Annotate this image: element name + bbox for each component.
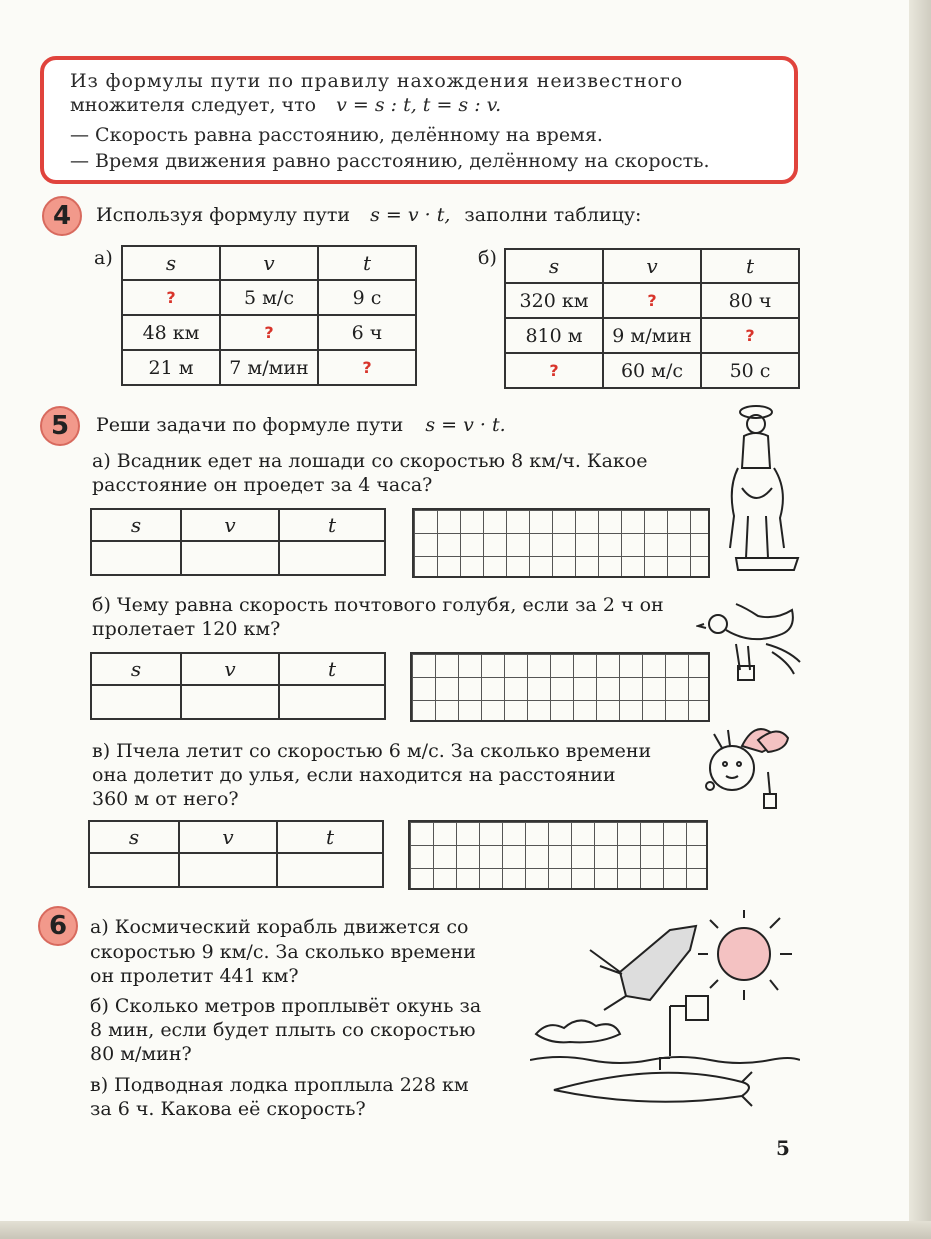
table-a-header: s xyxy=(122,246,220,280)
task4-prompt-end: заполни таблицу: xyxy=(464,204,642,226)
task5c-line-2: она долетит до улья, если находится на расстоянии xyxy=(92,764,616,786)
table-b xyxy=(504,248,800,389)
table-b-cell[interactable]: ? xyxy=(603,283,701,318)
table-a-cell: 9 с xyxy=(318,280,416,315)
answer-cell[interactable] xyxy=(91,541,181,575)
answer-cell[interactable] xyxy=(279,685,385,719)
table-b-label: б) xyxy=(478,247,497,269)
table-b-cell[interactable]: ? xyxy=(701,318,799,353)
answer-table-header: t xyxy=(277,821,383,853)
page-number: 5 xyxy=(776,1136,790,1160)
task5b-line-1: б) Чему равна скорость почтового голубя, если за 2 ч он xyxy=(92,594,664,616)
answer-cell[interactable] xyxy=(89,853,179,887)
task5a-line-2: расстояние он проедет за 4 часа? xyxy=(92,474,433,496)
task5-prompt-text: Реши задачи по формуле пути xyxy=(96,414,404,436)
task5b-line-2: пролетает 120 км? xyxy=(92,618,281,640)
table-a-cell[interactable]: ? xyxy=(318,350,416,385)
table-b-cell: 80 ч xyxy=(701,283,799,318)
answer-table-a xyxy=(90,508,386,576)
answer-table-b xyxy=(90,652,386,720)
task6b-line-3: 80 м/мин? xyxy=(90,1043,192,1065)
task6a-line-2: скоростью 9 км/с. За сколько времени xyxy=(90,941,476,963)
table-a-cell: 21 м xyxy=(122,350,220,385)
table-a-cell: 48 км xyxy=(122,315,220,350)
answer-table-header: s xyxy=(91,653,181,685)
task5-prompt xyxy=(96,414,506,436)
task-number-badge: 5 xyxy=(40,406,80,446)
table-a-cell[interactable]: ? xyxy=(220,315,318,350)
rule-line-2 xyxy=(70,94,501,116)
table-a-header: t xyxy=(318,246,416,280)
answer-table-header: v xyxy=(179,821,277,853)
table-a-header: v xyxy=(220,246,318,280)
answer-cell[interactable] xyxy=(277,853,383,887)
pigeon-illustration xyxy=(696,600,802,688)
task6c-line-1: в) Подводная лодка проплыла 228 км xyxy=(90,1074,469,1096)
answer-table-header: t xyxy=(279,509,385,541)
rule-line-1: Из формулы пути по правилу нахождения неизвестного xyxy=(70,70,684,92)
task6a-line-1: а) Космический корабль движется со xyxy=(90,916,469,938)
task6a-line-3: он пролетит 441 км? xyxy=(90,965,299,987)
table-b-cell: 320 км xyxy=(505,283,603,318)
task5c-line-1: в) Пчела летит со скоростью 6 м/с. За сколько времени xyxy=(92,740,652,762)
task-number-badge: 6 xyxy=(38,906,78,946)
table-b-cell[interactable]: ? xyxy=(505,353,603,388)
task5-formula: s = v · t. xyxy=(425,414,506,436)
answer-table-header: t xyxy=(279,653,385,685)
table-a-cell: 7 м/мин xyxy=(220,350,318,385)
answer-table-header: v xyxy=(181,653,279,685)
task4-prompt xyxy=(96,204,641,226)
answer-cell[interactable] xyxy=(181,541,279,575)
task6b-line-2: 8 мин, если будет плыть со скоростью xyxy=(90,1019,476,1041)
rule-bullet-1: — Скорость равна расстоянию, делённому на время. xyxy=(70,124,603,146)
task4-prompt-text: Используя формулу пути xyxy=(96,204,351,226)
task4-formula: s = v · t, xyxy=(370,204,451,226)
page-edge-bottom xyxy=(0,1221,931,1239)
bee-illustration xyxy=(702,712,794,822)
answer-cell[interactable] xyxy=(91,685,181,719)
answer-cell[interactable] xyxy=(179,853,277,887)
rule-bullet-2: — Время движения равно расстоянию, делённому на скорость. xyxy=(70,150,710,172)
table-b-cell: 9 м/мин xyxy=(603,318,701,353)
grid-workspace[interactable] xyxy=(408,820,708,890)
grid-workspace[interactable] xyxy=(412,508,710,578)
table-a xyxy=(121,245,417,386)
task5a-line-1: а) Всадник едет на лошади со скоростью 8 км/ч. Какое xyxy=(92,450,648,472)
answer-cell[interactable] xyxy=(279,541,385,575)
task6b-line-1: б) Сколько метров проплывёт окунь за xyxy=(90,995,482,1017)
table-a-cell[interactable]: ? xyxy=(122,280,220,315)
table-b-header: t xyxy=(701,249,799,283)
answer-table-header: s xyxy=(91,509,181,541)
table-b-header: s xyxy=(505,249,603,283)
answer-cell[interactable] xyxy=(181,685,279,719)
table-a-cell: 5 м/с xyxy=(220,280,318,315)
spaceship-submarine-illustration xyxy=(530,910,800,1132)
table-a-label: а) xyxy=(94,247,113,269)
table-b-header: v xyxy=(603,249,701,283)
grid-workspace[interactable] xyxy=(410,652,710,722)
answer-table-header: s xyxy=(89,821,179,853)
page-edge xyxy=(909,0,931,1239)
table-b-cell: 50 с xyxy=(701,353,799,388)
answer-table-c xyxy=(88,820,384,888)
task5c-line-3: 360 м от него? xyxy=(92,788,239,810)
answer-table-header: v xyxy=(181,509,279,541)
horse-rider-illustration xyxy=(708,398,804,576)
table-b-cell: 60 м/с xyxy=(603,353,701,388)
task6c-line-2: за 6 ч. Какова её скорость? xyxy=(90,1098,366,1120)
task-number-badge: 4 xyxy=(42,196,82,236)
rule-formula: v = s : t, t = s : v. xyxy=(336,94,502,116)
rule-line-2-text: множителя следует, что xyxy=(70,94,317,116)
table-a-cell: 6 ч xyxy=(318,315,416,350)
rule-box xyxy=(40,56,798,184)
table-b-cell: 810 м xyxy=(505,318,603,353)
